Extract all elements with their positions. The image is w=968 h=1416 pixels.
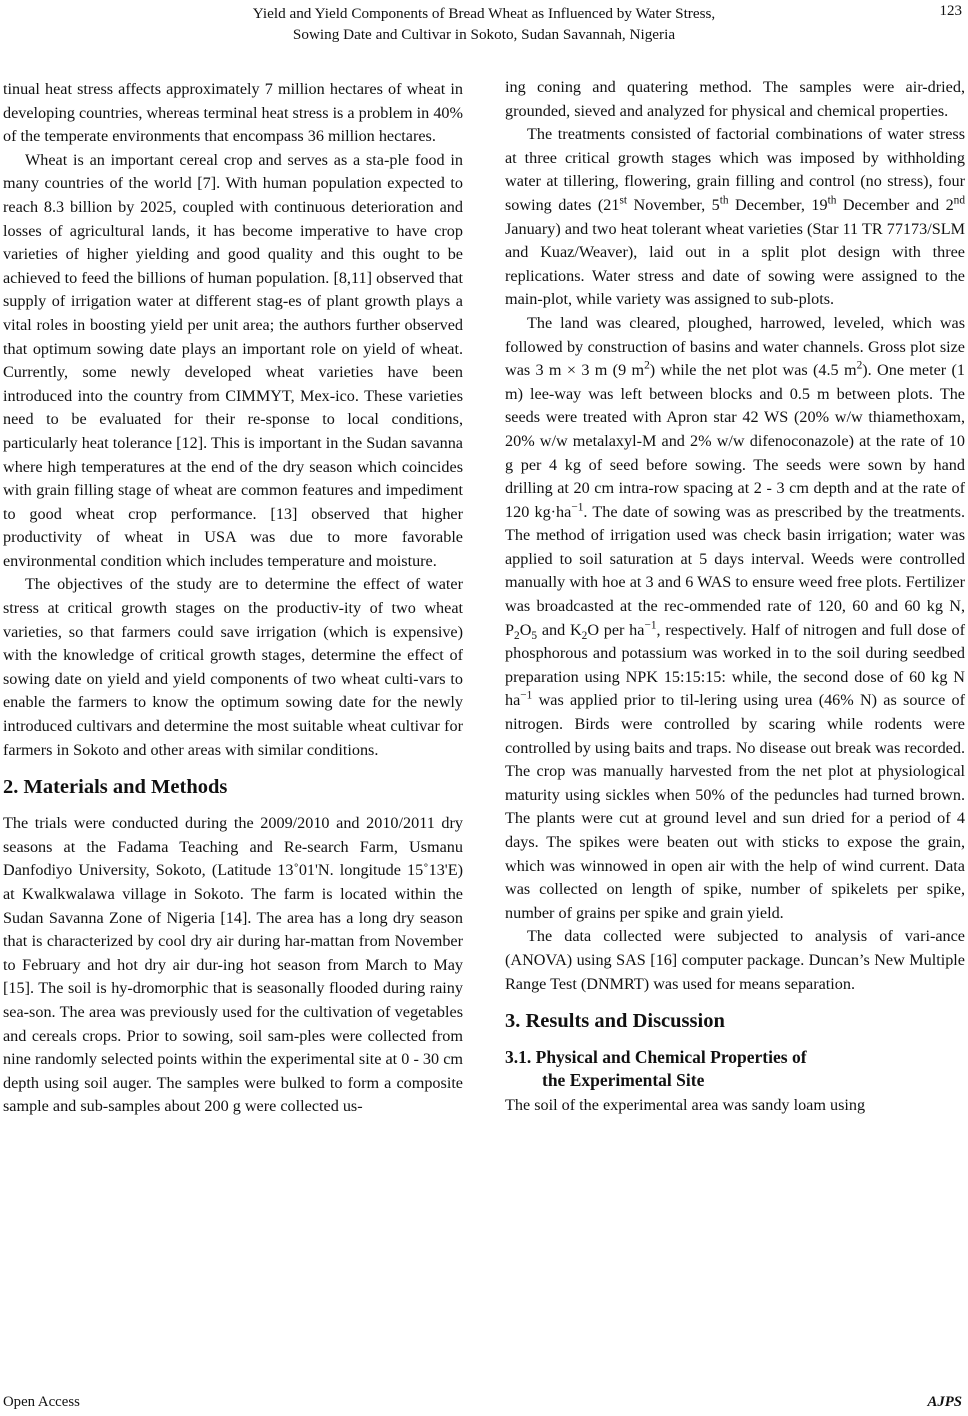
footer-journal-abbrev: AJPS	[927, 1394, 962, 1410]
superscript: st	[619, 194, 628, 207]
subsection-heading-line1: 3.1. Physical and Chemical Properties of	[505, 1047, 807, 1068]
text-run: . The date of sowing was as prescribed by the treatments. The method of irrigation used was check basin irrigation; water was applied to soil saturation at 5 days interval. Weeds were controlled manually with hoe at 3 and 6 WAS to ensure weed free plots. Fertilizer was broadcasted at the rec-ommended rate of 120, 60 and 60 kg N, P	[505, 502, 966, 639]
superscript: th	[827, 194, 837, 207]
paragraph: The data collected were subjected to analysis of vari-ance (ANOVA) using SAS [16] computer package. Duncan’s New Multiple Range Test (DNMRT) was used for means separation.	[505, 927, 965, 993]
right-column	[505, 76, 965, 1118]
superscript: nd	[953, 194, 965, 207]
superscript: −1	[520, 690, 533, 703]
subscript: 2	[514, 629, 520, 642]
text-run: November, 5	[627, 195, 720, 214]
superscript: −1	[571, 501, 584, 514]
running-title-line2: Sowing Date and Cultivar in Sokoto, Sudan Savannah, Nigeria	[292, 26, 676, 43]
text-run: , respectively. Half of nitrogen and full dose of phosphorous and potassium was worked in to the soil during seedbed preparation using NPK 15:15:15: while, the second dose of 60 kg N ha	[505, 620, 966, 710]
text-run: O	[519, 620, 532, 639]
left-column	[3, 78, 463, 1119]
text-run: December, 19	[728, 195, 828, 214]
paragraph: The trials were conducted during the 2009/2010 and 2010/2011 dry seasons at the Fadama Teaching and Re-search Farm, Usmanu Danfodiyo University, Sokoto, (Latitude 13˚01'N. longitude 15˚13'E) at Kwalkwalawa village in Sokoto. The farm is located within the Sudan Savanna Zone of Nigeria [14]. The area has a long dry season that is characterized by cool dry air during har-mattan from November to February and hot dry air dur-ing hot season from March to May [15]. The soil is hy-dromorphic that is seasonally flooded during rainy sea-son. The area was previously used for the cultivation of vegetables and cereals crops. Prior to sowing, soil sam-ples were collected from nine randomly selected points within the experimental site at 0 - 30 cm depth using soil auger. The samples were bulked to form a composite sample and sub-samples about 200 g were collected us-	[3, 814, 463, 1116]
paragraph: The soil of the experimental area was sandy loam using	[505, 1096, 866, 1115]
paragraph: tinual heat stress affects approximately 7 million hectares of wheat in developing countries, whereas terminal heat stress is a problem in 40% of the temperate environments that encompass 36 million hectares.	[3, 80, 463, 146]
running-title	[0, 3, 968, 45]
text-run: O per ha	[587, 620, 645, 639]
text-run: and K	[537, 620, 582, 639]
paragraph: ing coning and quatering method. The samples were air-dried, grounded, sieved and analyzed for physical and chemical properties.	[505, 78, 965, 120]
page-footer	[0, 1392, 968, 1414]
subscript: 2	[581, 629, 588, 642]
text-run: ) while the net plot was (4.5 m	[649, 361, 857, 380]
superscript: th	[719, 194, 729, 207]
text-run: The treatments consisted of factorial combinations of water stress at three critical growth stages which was imposed by withholding water at tillering, flowering, grain filling and control (no stress), four sowing dates (21	[505, 125, 965, 214]
paragraph: Wheat is an important cereal crop and serves as a sta-ple food in many countries of the world [7]. With human population expected to reach 8.3 billion by 2025, coupled with continuous deterioration and losses of agricultural lands, it has become imperative to have crop varieties of higher yielding and good quality and this ought to be achieved to feed the billions of human population. [8,11] observed that supply of irrigation water at different stag-es of plant growth plays a vital roles in boosting yield per unit area; the authors further observed that optimum sowing date plays an important role on yield of wheat. Currently, some newly developed wheat varieties have been introduced into the country from CIMMYT, Mex-ico. These varieties need to be evaluated for their re-sponse to local conditions, particularly heat tolerance [12]. This is important in the Sudan savanna where high temperatures at the end of the dry season which coincides with grain filling stage of wheat are common features and impediment to good wheat crop performance. [13] observed that higher productivity of wheat in USA was due to more favorable environmental condition which includes temperature and moisture.	[3, 150, 463, 570]
text-run: ). One meter (1 m) lee-way was left between blocks and 0.5 m between plots. The seeds were treated with Apron star 42 WS (20% w/w thiamethoxam, 20% w/w metalaxyl-M and 2% w/w difenoconazole) at the rate of 10 g per 4 kg of seed before sowing. The seeds were sown by hand drilling at 20 cm intra-row spacing at 2 - 3 cm depth and at the rate of 120 kg·ha	[505, 361, 966, 521]
superscript: −1	[644, 619, 657, 632]
section-heading-materials-methods: 2. Materials and Methods	[3, 776, 228, 799]
paragraph	[505, 123, 965, 312]
text-run: The land was cleared, ploughed, harrowed, leveled, which was followed by construction of basins and water channels. Gross plot size was 3 m × 3 m (9 m	[505, 313, 965, 380]
running-title-line1: Yield and Yield Components of Bread Wheat as Influenced by Water Stress,	[252, 5, 716, 22]
section-heading-results-discussion: 3. Results and Discussion	[505, 1010, 725, 1033]
superscript: 2	[644, 359, 650, 372]
subsection-heading	[505, 1046, 965, 1092]
subscript: 5	[531, 629, 538, 642]
running-header	[0, 0, 968, 46]
text-run: December and 2	[836, 195, 954, 214]
subsection-heading-line2: the Experimental Site	[542, 1070, 705, 1091]
paragraph	[505, 312, 965, 925]
footer-open-access: Open Access	[3, 1394, 80, 1410]
text-run: was applied prior to til-lering using urea (46% N) as source of nitrogen. Birds were controlled by scaring while rodents were controlled by using baits and traps. No disease out break was recorded. The crop was manually harvested from the net plot at physiological maturity using sickles when 50% of the peduncles had turned brown. The plants were cut at ground level and sun dried for a period of 4 days. The spikes were beaten out with sticks to expose the grain, which was winnowed in open air with the help of wind current. Data was collected on length of spike, number of spikelets per spike, number of grains per spike and grain yield.	[505, 691, 965, 922]
superscript: 2	[856, 359, 863, 372]
page-number: 123	[939, 3, 962, 19]
text-run: January) and two heat tolerant wheat varieties (Star 11 TR 77173/SLM and Kuaz/Weaver), laid out in a split plot design with three replications. Water stress and date of sowing were assigned to the main-plot, while variety was assigned to sub-plots.	[505, 219, 965, 309]
paragraph: The objectives of the study are to determine the effect of water stress at critical growth stages on the productiv-ity of two wheat varieties, so that farmers could save irrigation (which is expensive) with the knowledge of critical growth stages, determine the effect of sowing date on yield and yield components of two wheat culti-vars to enable the farmers to know the optimum sowing date for the newly introduced cultivars and determine the most suitable wheat cultivar for farmers in Sokoto and other areas with similar conditions.	[3, 575, 463, 759]
